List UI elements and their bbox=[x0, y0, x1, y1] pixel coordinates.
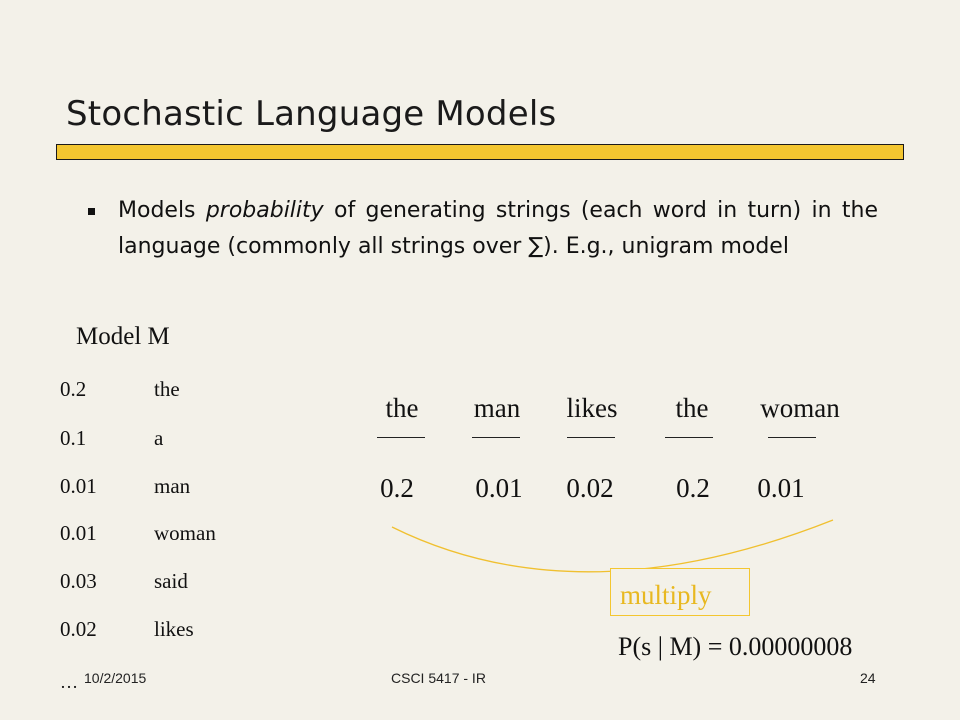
footer-course: CSCI 5417 - IR bbox=[391, 670, 486, 686]
model-row-prob: 0.2 bbox=[60, 377, 87, 401]
bullet-text-part: of generating strings (each word in turn) in the language (commonly all strings over ∑). E.g., unigram model bbox=[118, 198, 878, 259]
model-row-word: a bbox=[154, 426, 164, 450]
sentence-prob: 0.02 bbox=[566, 473, 614, 503]
multiply-label: multiply bbox=[610, 568, 750, 616]
footer-page-number: 24 bbox=[860, 670, 876, 686]
sentence-prob: 0.2 bbox=[380, 473, 414, 503]
model-row-prob: 0.01 bbox=[60, 474, 97, 498]
bullet-text-italic: probability bbox=[205, 198, 324, 223]
sentence-word: the bbox=[385, 393, 419, 423]
result-equation: P(s | M) = 0.00000008 bbox=[618, 632, 853, 661]
sentence-prob: 0.01 bbox=[475, 473, 523, 503]
model-row-word: the bbox=[154, 377, 180, 401]
model-title: Model M bbox=[76, 323, 170, 350]
model-row-prob: 0.01 bbox=[60, 521, 97, 545]
slide-title: Stochastic Language Models bbox=[66, 94, 557, 134]
model-row-word: said bbox=[154, 569, 188, 593]
sentence-word: likes bbox=[566, 393, 618, 423]
sentence-word: the bbox=[675, 393, 709, 423]
sentence-prob: 0.2 bbox=[676, 473, 710, 503]
bullet-text-part: Models bbox=[118, 198, 206, 223]
model-row-word: likes bbox=[154, 617, 194, 641]
model-row-word: woman bbox=[154, 521, 216, 545]
model-row-prob: 0.02 bbox=[60, 617, 97, 641]
model-row-prob: 0.1 bbox=[60, 426, 87, 450]
model-row-word: man bbox=[154, 474, 191, 498]
footer-date: 10/2/2015 bbox=[84, 670, 147, 686]
sentence-word: woman bbox=[760, 393, 840, 423]
sentence-prob: 0.01 bbox=[757, 473, 805, 503]
sentence-word: man bbox=[473, 393, 521, 423]
model-ellipsis: … bbox=[60, 672, 79, 692]
model-row-prob: 0.03 bbox=[60, 569, 97, 593]
